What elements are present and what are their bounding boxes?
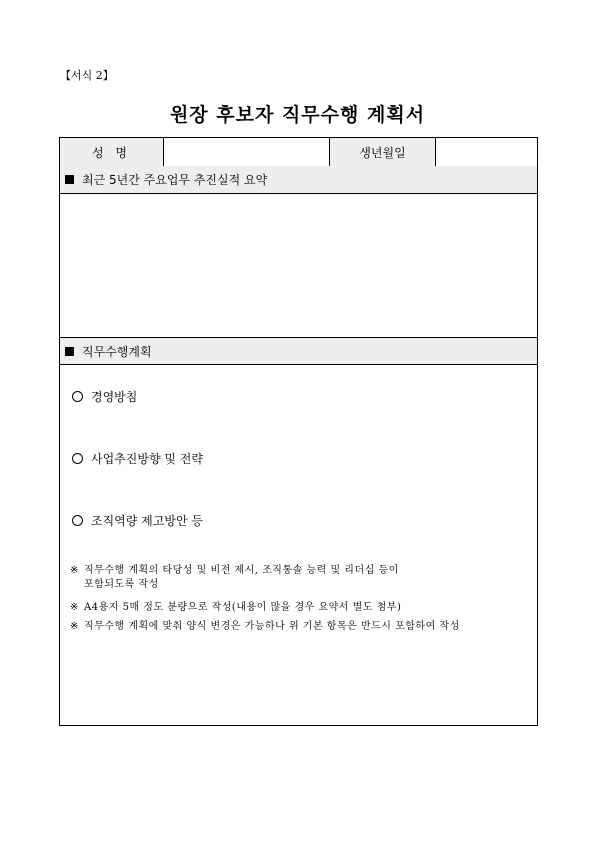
section-performance-summary-label: 최근 5년간 주요업무 추진실적 요약 (82, 173, 268, 187)
birthdate-label: 생년월일 (330, 138, 436, 166)
plan-item-label: 사업추진방향 및 전략 (91, 452, 203, 466)
plan-item-business-strategy (72, 450, 203, 467)
plan-form (59, 137, 538, 726)
form-number-tag: 【서식 2】 (60, 69, 114, 82)
reference-mark-icon: ※ (70, 602, 79, 613)
section-job-plan-header (60, 337, 537, 365)
plan-item-capacity-improvement (72, 512, 203, 529)
plan-item-label: 경영방침 (91, 390, 138, 404)
note-2 (70, 601, 401, 615)
note-1-line-2: 포함되도록 작성 (84, 579, 159, 590)
reference-mark-icon: ※ (70, 621, 79, 632)
note-3-text: 직무수행 계획에 맞춰 양식 변경은 가능하나 위 기본 항목은 반드시 포함하여 작성 (84, 621, 460, 632)
note-3 (70, 620, 460, 634)
birthdate-field[interactable] (436, 138, 537, 166)
note-1 (70, 564, 399, 592)
square-bullet-icon (65, 347, 74, 356)
square-bullet-icon (65, 175, 74, 184)
note-1-line-1: 직무수행 계획의 타당성 및 비전 제시, 조직통솔 능력 및 리더십 등이 (84, 565, 399, 576)
section-job-plan-label: 직무수행계획 (82, 344, 152, 359)
circle-bullet-icon (72, 391, 83, 402)
name-label: 성 명 (60, 138, 164, 166)
applicant-info-row (60, 138, 537, 167)
circle-bullet-icon (72, 453, 83, 464)
document-title: 원장 후보자 직무수행 계획서 (169, 104, 426, 126)
name-field[interactable] (164, 138, 330, 166)
reference-mark-icon: ※ (70, 565, 79, 576)
plan-item-management-policy (72, 388, 137, 405)
section-performance-summary-header (60, 166, 537, 194)
circle-bullet-icon (72, 515, 83, 526)
performance-summary-area[interactable] (60, 195, 537, 337)
plan-item-label: 조직역량 제고방안 등 (91, 514, 203, 528)
note-2-text: A4용지 5매 정도 분량으로 작성(내용이 많을 경우 요약서 별도 첨부) (84, 602, 402, 613)
